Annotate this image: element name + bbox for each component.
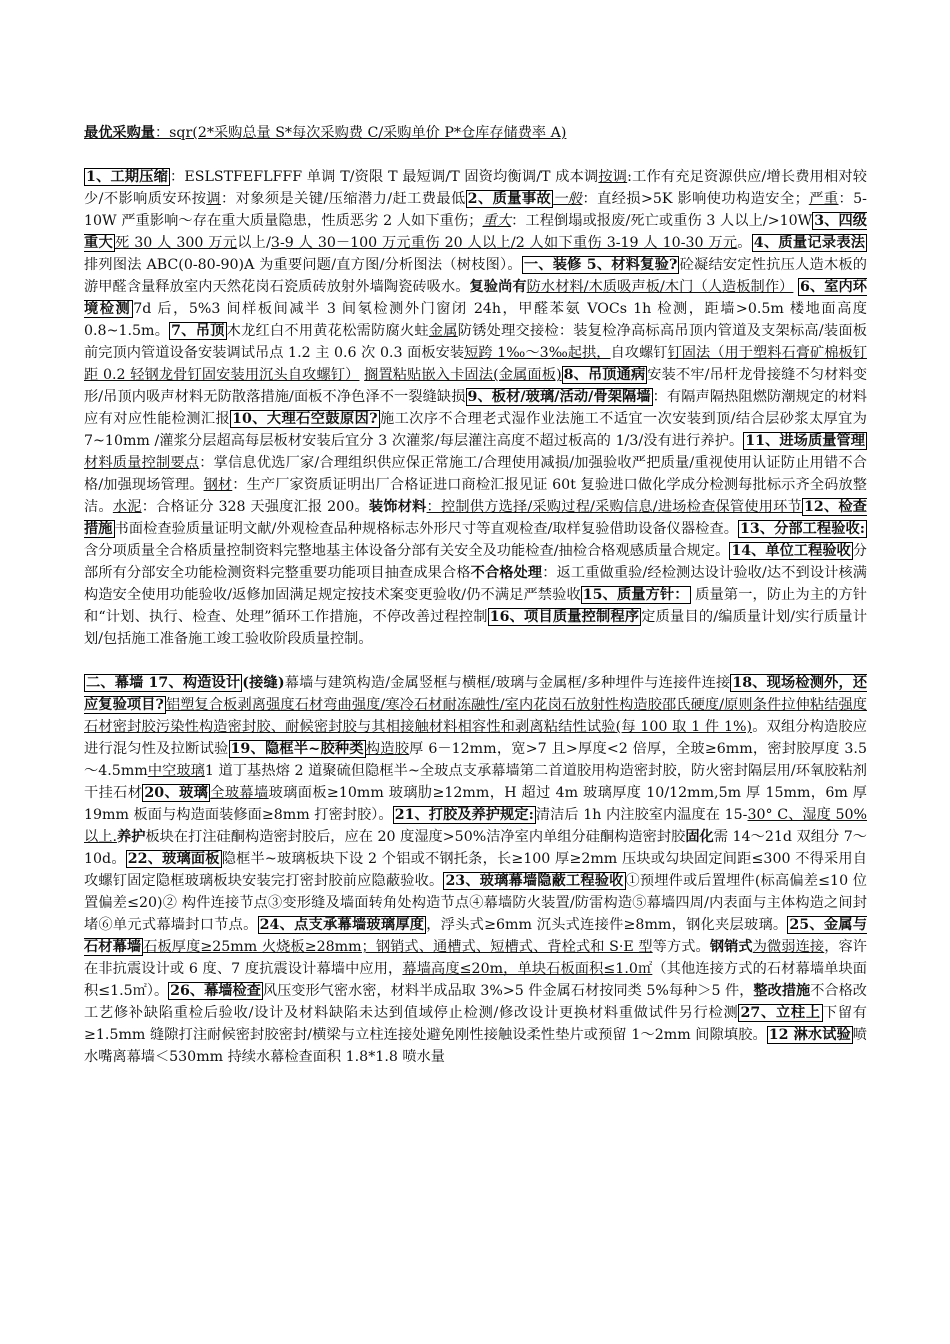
heading-12: 12、检查措施: [84, 499, 867, 537]
formula-text: ：sqr(2*采购总量 S*每次采购费 C/采购单价 P*仓库存储费率 A): [154, 125, 567, 141]
heading-4: 4、质量记录表法: [753, 235, 865, 251]
heading-6: 6、室内环境检测: [84, 279, 867, 317]
heading-13: 13、分部工程验收:: [740, 521, 865, 537]
document-body: [84, 122, 867, 1068]
heading-22: 22、玻璃面板: [127, 851, 220, 867]
heading-26: 26、幕墙检查: [170, 983, 261, 999]
heading-19: 19、隐框半~胶种类: [230, 741, 364, 757]
heading-15: 15、质量方针：: [582, 587, 689, 603]
heading-1: 1、工期压缩: [86, 169, 168, 185]
section-2-paragraph: 二、幕墙 17、构造设计 (接缝)幕墙与建筑构造/金属竖框与横框/玻璃与金属框/多种埋件与连接件连接 18、现场检测外，还应复验项目? 铝塑复合板剥离强度石材弯曲强度/寒冷石材耐冻融性/室内花岗石放射性构造胶邵氏硬度/原则条件拉伸粘结强度石材密封胶污染性构造密封胶、耐候密封胶与其相接触材料相容性和剥离粘结性试验(每 100 取 1 件 1%)。双组分构造胶应进行混匀性及拉断试验 19、隐框半~胶种类 构造胶厚 6－12mm，宽>7 且>厚度<2 倍厚，全玻≥6mm，密封胶厚度 3.5～4.5mm中空玻璃1 道丁基热熔 2 道聚硫但隐框半~全玻点支承幕墙第二首道胶用构造密封胶，防火密封隔层用/环氧胶粘剂干挂石材 20、玻璃 全玻幕墙玻璃面板≥10mm 玻璃肋≥12mm，H 超过 4m 玻璃厚度 10/12mm,5m 厚 15mm，6m 厚 19mm 板面与构造面装修面≥8mm 打密封胶）。 21、打胶及养护规定: 清洁后 1h 内注胶室内温度在 15-30° C、湿度 50%以上.养护板块在打注硅酮构造密封胶后，应在 20 度湿度>50%洁净室内单组分硅酮构造密封胶固化需 14～21d 双组分 7～10d。 22、玻璃面板 隐框半~玻璃板块下设 2 个铝或不钢托条，长≥100 厚≥2mm 压块或勾块固定间距≤300 不得采用自攻螺钉固定隐框玻璃板块安装完打密封胶前应隐蔽验收。 23、玻璃幕墙隐蔽工程验收 ①预埋件或后置埋件(标高偏差≤10 位置偏差≤20)② 构件连接节点③变形缝及墙面转角处构造节点④幕墙防火装置/防雷构造⑤幕墙四周/内表面与主体构造之间封堵⑥单元式幕墙封口节点。 24、点支承幕墙玻璃厚度 ，浮头式≥6mm 沉头式连接件≥8mm，钢化夹层玻璃。 25、金属与石材幕墙 石板厚度≥25mm 火烧板≥28mm；钢销式、通槽式、短槽式、背栓式和 S·E 型等方式。钢销式为微弱连接，容许在非抗震设计或 6 度、7 度抗震设计幕墙中应用，幕墙高度≤20m，单块石板面积≤1.0㎡（其他连接方式的石材幕墙单块面积≤1.5㎡）。 26、幕墙检查 风压变形气密水密，材料半成品取 3%>5 件金属石材按同类 5%每种＞5 件，整改措施不合格改工艺修补缺陷重检后验收/设计及材料缺陷未达到值域停止检测/修改设计更换材料重做试件另行检测 27、立柱上 下留有≥1.5mm 缝隙打注耐候密封胶密封/横梁与立柱连接处避免刚性接触设柔性垫片或预留 1～2mm 间隙填胶。 12 淋水试验 喷水嘴离幕墙＜530mm 持续水幕检查面积 1.8*1.8 喷水量: [84, 675, 868, 1065]
heading-28: 12 淋水试验: [768, 1027, 851, 1043]
formula-line: [84, 122, 867, 144]
heading-2: 2、质量事故: [467, 191, 552, 207]
heading-3: 3、四级重大: [84, 213, 867, 251]
heading-27: 27、立柱上: [740, 1005, 821, 1021]
heading-11: 11、进场质量管理: [745, 433, 865, 449]
heading-18: 18、现场检测外，还应复验项目?: [84, 675, 868, 713]
heading-9: 9、板材/玻璃/活动/骨架隔墙: [467, 389, 651, 405]
heading-21: 21、打胶及养护规定:: [394, 807, 534, 823]
spacer: [84, 144, 867, 166]
heading-16: 16、项目质量控制程序: [489, 609, 640, 625]
heading-20: 20、玻璃: [144, 785, 209, 801]
heading-10: 10、大理石空鼓原因?: [232, 411, 378, 427]
heading-7: 7、吊顶: [171, 323, 225, 339]
heading-8: 8、吊顶通病: [563, 367, 646, 383]
heading-25: 25、金属与石材幕墙: [84, 917, 867, 955]
heading-23: 23、玻璃幕墙隐蔽工程验收: [445, 873, 624, 889]
section-1-paragraph: 1、工期压缩 ：ESLSTFEFLFFF 单调 T/资限 T 最短调/T 固资均衡调/T 成本调按调:工作有充足资源供应/增长费用相对较少/不影响质安环按调：对象须是关键/压缩潜力/赶工费最低 2、质量事故 一般：直经损>5K 影响使功构造安全；严重：5-10W 严重影响～存在重大质量隐患，性质恶劣 2 人如下重伤；重大：工程倒塌或报废/死亡或重伤 3 人以上/>10W 3、四级重大 死 30 人 300 万元以上/3-9 人 30－100 万元重伤 20 人以上/2 人如下重伤 3-19 人 10-30 万元。 4、质量记录表法排列图法 ABC(0-80-90)A 为重要问题/直方图/分析图法（树枝图）。 一、装修 5、材料复验? 砼凝结安定性抗压人造木板的游甲醛含量释放室内天然花岗石瓷质砖放射外墙陶瓷砖吸水。复验尚有防水材料/木质吸声板/木门（人造板制作） 6、室内环境检测 7d 后，5%3 间样板间减半 3 间氡检测外门窗闭 24h，甲醛苯氨 VOCs 1h 检测，距墙>0.5m 楼地面高度 0.8~1.5m。 7、吊顶 木龙红白不用黄花松需防腐火蛀金属防锈处理交接检：装复检净高标高吊顶内管道及支架标高/装面板前完顶内管道设备安装调试吊点 1.2 主 0.6 次 0.3 面板安装短跨 1‰～3‰起拱，自攻螺钉钉固法（用于塑料石膏矿棉板钉距 0.2 轻钢龙骨钉固安装用沉头自攻螺钉） 搁置粘贴嵌入卡固法(金属面板) 8、吊顶通病 安装不牢/吊杆龙骨接缝不匀材料变形/吊顶内吸声材料无防散落措施/面板不净色泽不一裂缝缺损 9、板材/玻璃/活动/骨架隔墙 ：有隔声隔热阻燃防潮规定的材料应有对应性能检测汇报 10、大理石空鼓原因? 施工次序不合理老式湿作业法施工不适宜一次安装到顶/结合层砂浆太厚宜为 7~10mm /灌浆分层超高每层板材安装后宜分 3 次灌浆/每层灌注高度不超过板高的 1/3/没有进行养护。 11、进场质量管理材料质量控制要点：掌信息优选厂家/合理组织供应保正常施工/合理使用减损/加强验收严把质量/重视使用认证防止用错不合格/加强现场管理。钢材：生产厂家资质证明出厂合格证进口商检汇报见证 60t 复验进口做化学成分检测每批标示齐全码放整洁。水泥：合格证分 328 天强度汇报 200。装饰材料：控制供方选择/采购过程/采购信息/进场检查保管使用环节 12、检查措施 书面检查验质量证明文献/外观检查品种规格标志外形尺寸等直观检查/取样复验借助设备仪器检查。 13、分部工程验收:含分项质量全合格质量控制资料完整地基主体设备分部有关安全及功能检查/抽检合格观感质量合规定。 14、单位工程验收 分部所有分部安全功能检测资料完整重要功能项目抽查成果合格不合格处理：返工重做重验/经检测达设计验收/达不到设计核满构造安全使用功能验收/返修加固满足规定按技术案变更验收/仍不满足严禁验收 15、质量方针： 质量第一，防止为主的方针和“计划、执行、检查、处理”循环工作措施，不停改善过程控制 16、项目质量控制程序 定质量目的/编质量计划/实行质量计划/包括施工准备施工竣工验收阶段质量控制。: [84, 169, 868, 647]
formula-label: 最优采购量: [84, 125, 155, 141]
spacer: [84, 650, 867, 672]
heading-17: 二、幕墙 17、构造设计: [86, 675, 241, 691]
heading-5: 一、装修 5、材料复验?: [523, 257, 678, 273]
heading-14: 14、单位工程验收: [731, 543, 851, 559]
heading-24: 24、点支承幕墙玻璃厚度: [259, 917, 425, 933]
